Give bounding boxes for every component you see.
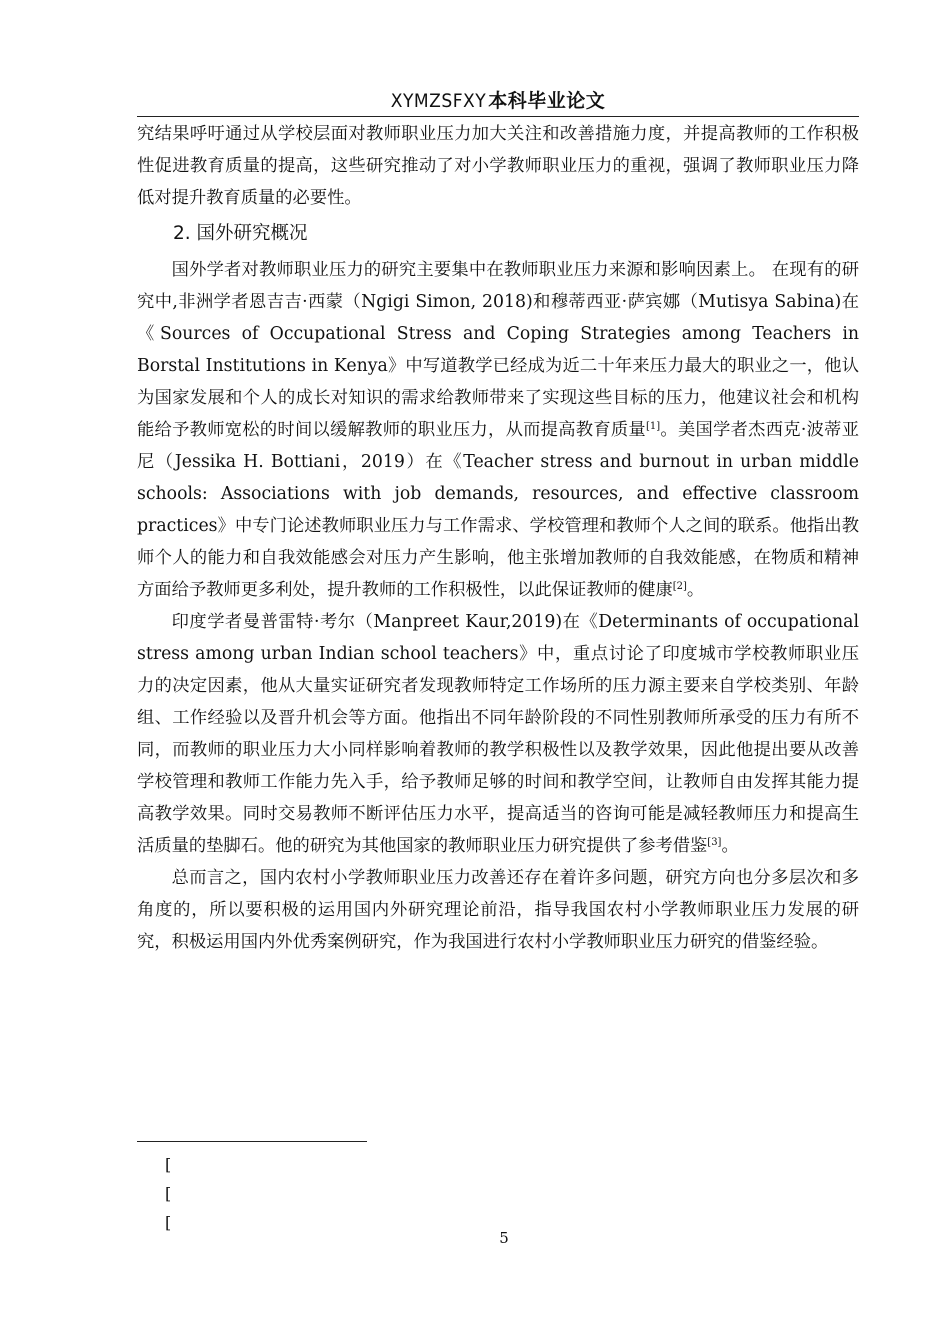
header-title: 本科毕业论文: [488, 90, 606, 112]
paragraph-text: 。美国学者杰西克·波蒂亚尼（Jessika H. Bottiani，2019）在《Teacher stress and burnout in urban middle schools: Associations with job demands, resources, and effective classroom practices》中专门论述教师职业压力与工作需求、学校管理和教师个人之间的联系。他指出教师个人的能力和自我效能感会对压力产生影响，他主张增加教师的自我效能感，在物质和精神方面给予教师更多利处，提升教师的工作积极性，以此保证教师的健康: [137, 420, 859, 600]
paragraph-continuation: 究结果呼吁通过从学校层面对教师职业压力加大关注和改善措施力度，并提高教师的工作积极性促进教育质量的提高，这些研究推动了对小学教师职业压力的重视，强调了教师职业压力降低对提升教育质量的必要性。: [137, 124, 859, 208]
page-number: 5: [499, 1229, 509, 1247]
footnote-2: [: [165, 1184, 172, 1203]
citation-ref-3: [3]: [707, 837, 722, 848]
paragraph-text: 印度学者曼普雷特·考尔（Manpreet Kaur,2019)在《Determinants of occupational stress among urban Indian school teachers》中，重点讨论了印度城市学校教师职业压力的决定因素，他从大量实证研究者发现教师特定工作场所的压力源主要来自学校类别、年龄组、工作经验以及晋升机会等方面。他指出不同年龄阶段的不同性别教师所承受的压力有所不同，而教师的职业压力大小同样影响着教师的教学积极性以及教学效果，因此他提出要从改善学校管理和教师工作能力先入手，给予教师足够的时间和教学空间，让教师自由发挥其能力提高教学效果。同时交易教师不断评估压力水平，提高适当的咨询可能是减轻教师压力和提高生活质量的垫脚石。他的研究为其他国家的教师职业压力研究提供了参考借鉴: [137, 612, 859, 856]
footnote-rule: [137, 1141, 367, 1142]
header-code: XYMZSFXY: [390, 90, 487, 112]
citation-ref-1: [1]: [645, 421, 661, 432]
citation-ref-2: [2]: [672, 581, 687, 592]
paragraph-summary: 总而言之，国内农村小学教师职业压力改善还存在着许多问题，研究方向也分多层次和多角度的，所以要积极的运用国内外研究理论前沿，指导我国农村小学教师职业压力发展的研究，积极运用国内外优秀案例研究，作为我国进行农村小学教师职业压力研究的借鉴经验。: [137, 868, 859, 952]
footnote-1: [: [165, 1155, 172, 1174]
paragraph-text: 。: [721, 836, 739, 856]
footnotes: [165, 1150, 171, 1237]
paragraph-india-study: [137, 606, 859, 862]
footnote-3: [: [165, 1213, 172, 1232]
paragraph-foreign-research: [137, 254, 859, 606]
paragraph-text: 。: [686, 580, 705, 600]
page-header: [137, 88, 859, 114]
paragraph-text: 国外学者对教师职业压力的研究主要集中在教师职业压力来源和影响因素上。 在现有的研究中,非洲学者恩吉吉·西蒙（Ngigi Simon, 2018)和穆蒂西亚·萨宾娜（Mutisya Sabina)在《Sources of Occupational Stress and Coping Strategies among Teachers in Borstal Institutions in Kenya》中写道教学已经成为近二十年来压力最大的职业之一，他认为国家发展和个人的成长对知识的需求给教师带来了实现这些目标的压力，他建议社会和机构能给予教师宽松的时间以缓解教师的职业压力，从而提高教育质量: [137, 260, 859, 440]
body-text: [137, 118, 859, 958]
header-rule: [137, 116, 859, 117]
section-heading: 2. 国外研究概况: [173, 223, 308, 244]
